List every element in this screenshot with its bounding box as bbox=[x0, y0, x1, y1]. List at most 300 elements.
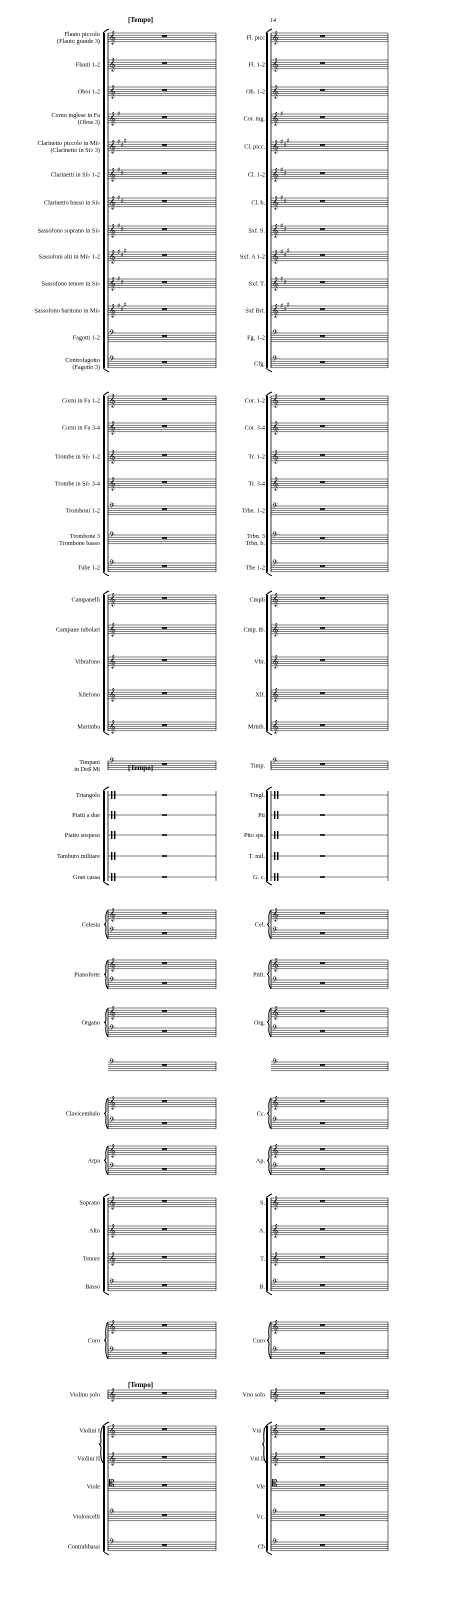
bracket-hook bbox=[103, 1291, 109, 1295]
staff-label bbox=[249, 853, 266, 860]
sharp-icon: ♯ bbox=[120, 169, 124, 178]
staff-label bbox=[77, 723, 100, 730]
staff-label-line: Flauti 1-2 bbox=[75, 61, 100, 69]
percussion-clef-icon bbox=[274, 831, 275, 839]
treble-clef-icon: 𝄞 bbox=[272, 1422, 279, 1437]
treble-clef-icon: 𝄞 bbox=[272, 1194, 279, 1209]
whole-rest-icon bbox=[320, 627, 325, 629]
whole-rest-icon bbox=[162, 962, 167, 964]
whole-rest-icon bbox=[162, 1352, 167, 1354]
sharp-icon: ♯ bbox=[283, 197, 287, 206]
brace-icon bbox=[104, 960, 108, 989]
whole-rest-icon bbox=[162, 62, 167, 64]
staff-label-line: Violoncelli bbox=[72, 1513, 100, 1521]
tempo-marking: [Tempo] bbox=[128, 1381, 154, 1389]
bass-clef-icon: 𝄢 bbox=[109, 1507, 115, 1519]
treble-clef-icon: 𝄞 bbox=[109, 653, 116, 668]
brace-icon bbox=[267, 1008, 271, 1037]
staff-label-line: Contrabbassi bbox=[67, 1543, 100, 1551]
whole-rest-icon bbox=[320, 1148, 325, 1150]
staff-label-line: Vibrafono bbox=[74, 658, 100, 666]
whole-rest-icon bbox=[320, 361, 325, 363]
whole-rest-icon bbox=[320, 89, 325, 91]
staff-label bbox=[259, 1283, 265, 1290]
staff-label bbox=[244, 115, 266, 122]
staff-label-line: Tr. 1-2 bbox=[248, 453, 265, 461]
whole-rest-icon bbox=[320, 1456, 325, 1458]
staff-label-line: Timpani bbox=[79, 758, 100, 766]
staff-label bbox=[244, 832, 265, 839]
treble-clef-icon: 𝄞 bbox=[109, 248, 116, 263]
whole-rest-icon bbox=[320, 35, 325, 37]
percussion-clef-icon bbox=[114, 811, 115, 819]
sharp-icon: ♯ bbox=[117, 194, 121, 203]
staff-label-line: (Flauto grande 3) bbox=[57, 37, 100, 45]
whole-rest-icon bbox=[320, 692, 325, 694]
staff-label bbox=[251, 199, 265, 206]
treble-clef-icon: 𝄞 bbox=[272, 1142, 279, 1157]
staff-label bbox=[252, 1427, 265, 1434]
bass-clef-icon: 𝄢 bbox=[272, 354, 278, 366]
staff-label bbox=[75, 658, 100, 665]
staff-label-line: Cc. bbox=[256, 1110, 265, 1118]
staff-label bbox=[248, 61, 265, 68]
sharp-icon: ♯ bbox=[286, 301, 290, 310]
bass-clef-icon: 𝄢 bbox=[272, 1115, 278, 1127]
treble-clef-icon: 𝄞 bbox=[109, 110, 116, 125]
treble-clef-icon: 𝄞 bbox=[272, 222, 279, 237]
measure-number: 14 bbox=[270, 18, 276, 24]
staff-label-line: Cor. 3-4 bbox=[244, 424, 265, 432]
percussion-clef-icon bbox=[114, 852, 115, 860]
alto-clef-icon: 𝄡 bbox=[109, 1478, 115, 1490]
staff-label-line: Piatti a due bbox=[72, 812, 100, 819]
bass-clef-icon: 𝄢 bbox=[109, 1161, 115, 1173]
staff-label bbox=[248, 480, 265, 487]
staff-label bbox=[242, 507, 265, 514]
left-score-column bbox=[34, 29, 216, 1555]
staff-label-line: Tenore bbox=[82, 1255, 100, 1263]
whole-rest-icon bbox=[162, 1544, 167, 1546]
staff-label-line: Fl. 1-2 bbox=[248, 61, 265, 69]
group-bracket bbox=[103, 33, 105, 368]
sharp-icon: ♯ bbox=[283, 169, 287, 178]
treble-clef-icon: 𝄞 bbox=[109, 138, 116, 153]
whole-rest-icon bbox=[162, 1168, 167, 1170]
treble-clef-icon: 𝄞 bbox=[272, 302, 279, 317]
staff-label bbox=[248, 453, 265, 460]
treble-clef-icon: 𝄞 bbox=[272, 448, 279, 463]
staff-label bbox=[258, 812, 265, 819]
whole-rest-icon bbox=[320, 1100, 325, 1102]
staff-label-line: Trngl. bbox=[249, 792, 265, 799]
staff-label-line: Vno solo bbox=[242, 1391, 265, 1399]
whole-rest-icon bbox=[162, 597, 167, 599]
sharp-icon: ♯ bbox=[117, 275, 121, 284]
sharp-icon: ♯ bbox=[280, 138, 284, 147]
staff-label-line: Fl. picc bbox=[246, 34, 265, 42]
staff-label-line: Sxf Brt. bbox=[245, 307, 265, 315]
treble-clef-icon: 𝄞 bbox=[109, 591, 116, 606]
whole-rest-icon bbox=[162, 1514, 167, 1516]
staff-label bbox=[246, 564, 265, 571]
staff-label-line: Trbn. 3 bbox=[247, 532, 265, 540]
bass-clef-icon: 𝄢 bbox=[272, 1277, 278, 1289]
whole-rest-icon bbox=[162, 89, 167, 91]
whole-rest-icon bbox=[162, 398, 167, 400]
whole-rest-icon bbox=[320, 425, 325, 427]
staff-label bbox=[250, 1455, 265, 1462]
bass-clef-icon: 𝄢 bbox=[109, 1345, 115, 1357]
bracket-hook bbox=[266, 1551, 272, 1555]
whole-rest-icon bbox=[320, 537, 325, 539]
bass-clef-icon: 𝄢 bbox=[272, 925, 278, 937]
staff-label-line: S. bbox=[260, 1199, 265, 1207]
staff-label-line: T. mil. bbox=[248, 853, 265, 860]
staff-label-line: Sassofono tenore in Si♭ bbox=[41, 280, 100, 288]
treble-clef-icon: 𝄞 bbox=[272, 1004, 279, 1019]
percussion-clef-icon bbox=[274, 811, 275, 819]
staff-label-line: A. bbox=[258, 1227, 265, 1235]
staff-label bbox=[73, 874, 100, 881]
staff-label-line: in Do♯ Mi bbox=[74, 765, 100, 773]
staff-label bbox=[73, 1513, 101, 1520]
staff-label bbox=[256, 1483, 265, 1490]
whole-rest-icon bbox=[320, 335, 325, 337]
staff-label bbox=[245, 397, 265, 404]
whole-rest-icon bbox=[320, 659, 325, 661]
staff-label-line: (Oboe 3) bbox=[77, 118, 100, 126]
whole-rest-icon bbox=[162, 481, 167, 483]
whole-rest-icon bbox=[162, 794, 167, 796]
staff-label bbox=[85, 1283, 100, 1290]
treble-clef-icon: 𝄞 bbox=[109, 419, 116, 434]
whole-rest-icon bbox=[162, 565, 167, 567]
staff-label-line: Soprano bbox=[79, 1199, 100, 1207]
percussion-clef-icon bbox=[111, 791, 112, 799]
percussion-clef-icon bbox=[277, 791, 278, 799]
staff-label-line: Vni I bbox=[252, 1427, 265, 1435]
brace-icon bbox=[267, 1146, 271, 1175]
whole-rest-icon bbox=[320, 565, 325, 567]
whole-rest-icon bbox=[162, 228, 167, 230]
bass-clef-icon: 𝄢 bbox=[272, 756, 278, 768]
staff-label-line: Ptto sps. bbox=[244, 832, 265, 839]
brace-icon bbox=[267, 910, 271, 939]
brace-icon bbox=[104, 1098, 108, 1129]
staff-label-line: Pti bbox=[258, 812, 265, 819]
staff-label-line: Cl. b. bbox=[251, 199, 265, 207]
staff-label-line: Marimba bbox=[77, 723, 100, 731]
treble-clef-icon: 𝄞 bbox=[109, 392, 116, 407]
whole-rest-icon bbox=[320, 116, 325, 118]
staff-label-line: Violino solo bbox=[69, 1391, 100, 1399]
percussion-clef-icon bbox=[111, 811, 112, 819]
staff-label bbox=[78, 564, 100, 571]
whole-rest-icon bbox=[162, 254, 167, 256]
staff-label-line: Cb bbox=[257, 1543, 265, 1551]
staff-label bbox=[34, 307, 100, 314]
staff-label-line: Viole bbox=[86, 1483, 100, 1491]
whole-rest-icon bbox=[320, 508, 325, 510]
treble-clef-icon: 𝄞 bbox=[109, 1004, 116, 1019]
bass-clef-icon: 𝄢 bbox=[109, 1057, 115, 1069]
staff-label-line: Cel. bbox=[254, 921, 265, 929]
whole-rest-icon bbox=[320, 855, 325, 857]
bracket-hook bbox=[266, 1291, 272, 1295]
staff-label bbox=[249, 280, 266, 287]
whole-rest-icon bbox=[162, 1484, 167, 1486]
staff-label-line: (Fagotto 3) bbox=[72, 363, 100, 371]
staff-label-line: Sxf. S. bbox=[248, 227, 265, 235]
staff-label bbox=[245, 307, 265, 314]
treble-clef-icon: 𝄞 bbox=[272, 591, 279, 606]
bracket-hook bbox=[266, 368, 272, 372]
sharp-icon: ♯ bbox=[283, 141, 287, 150]
staff-label bbox=[62, 424, 100, 431]
brace-icon bbox=[267, 1098, 271, 1129]
staff-label-line: Mrmb. bbox=[247, 723, 265, 731]
staff-label bbox=[245, 424, 265, 431]
staff-label bbox=[51, 171, 100, 178]
staff-label-line: Vc. bbox=[256, 1513, 265, 1521]
treble-clef-icon: 𝄞 bbox=[109, 1250, 116, 1265]
staff-label bbox=[65, 832, 100, 839]
staff-label-line: Trombone 3 bbox=[69, 532, 100, 540]
staff-label-line: Trombe in Si♭ 3-4 bbox=[54, 480, 100, 488]
staff-label bbox=[244, 626, 266, 633]
brace-icon bbox=[104, 1008, 108, 1037]
whole-rest-icon bbox=[162, 1064, 167, 1066]
whole-rest-icon bbox=[162, 1148, 167, 1150]
sharp-icon: ♯ bbox=[120, 197, 124, 206]
staff-label-line: Ap. bbox=[255, 1157, 265, 1165]
whole-rest-icon bbox=[162, 1100, 167, 1102]
whole-rest-icon bbox=[162, 1122, 167, 1124]
staff-label-line: Vbr. bbox=[254, 658, 265, 666]
whole-rest-icon bbox=[162, 361, 167, 363]
whole-rest-icon bbox=[320, 876, 325, 878]
staff-label bbox=[79, 1427, 100, 1434]
whole-rest-icon bbox=[162, 144, 167, 146]
staff-label-line: Alto bbox=[88, 1227, 100, 1235]
whole-rest-icon bbox=[320, 932, 325, 934]
whole-rest-icon bbox=[320, 1484, 325, 1486]
brace-icon bbox=[104, 910, 108, 939]
whole-rest-icon bbox=[162, 1392, 167, 1394]
staff-label-line: T. bbox=[260, 1255, 265, 1263]
staff-label bbox=[248, 723, 265, 730]
bracket-hook bbox=[266, 572, 272, 576]
treble-clef-icon: 𝄞 bbox=[109, 686, 116, 701]
right-score-column bbox=[240, 29, 388, 1555]
staff-label bbox=[37, 227, 100, 234]
staff-label bbox=[246, 34, 265, 41]
staff-label-line: Clavicembalo bbox=[65, 1110, 100, 1118]
whole-rest-icon bbox=[320, 308, 325, 310]
bass-clef-icon: 𝄢 bbox=[272, 558, 278, 570]
staff-label-line: Basso bbox=[85, 1283, 100, 1291]
sharp-icon: ♯ bbox=[286, 137, 290, 146]
staff-label-line: Flauto piccolo bbox=[64, 30, 100, 38]
bass-clef-icon: 𝄢 bbox=[109, 1537, 115, 1549]
staff-label-line: Pianoforte bbox=[74, 971, 100, 979]
bass-clef-icon: 𝄢 bbox=[272, 1507, 278, 1519]
whole-rest-icon bbox=[162, 1284, 167, 1286]
staff-label-line: Violini I bbox=[79, 1427, 100, 1435]
whole-rest-icon bbox=[162, 1324, 167, 1326]
staff-label bbox=[66, 1110, 100, 1117]
staff-label bbox=[68, 1543, 101, 1550]
group-bracket bbox=[266, 1198, 268, 1291]
staff-label bbox=[73, 334, 100, 341]
whole-rest-icon bbox=[320, 228, 325, 230]
treble-clef-icon: 𝄞 bbox=[109, 29, 116, 44]
percussion-clef-icon bbox=[111, 831, 112, 839]
whole-rest-icon bbox=[320, 1324, 325, 1326]
alto-clef-icon: 𝄡 bbox=[272, 1478, 278, 1490]
whole-rest-icon bbox=[320, 481, 325, 483]
group-bracket bbox=[103, 595, 105, 731]
group-bracket bbox=[103, 1426, 105, 1551]
whole-rest-icon bbox=[162, 1200, 167, 1202]
treble-clef-icon: 𝄞 bbox=[109, 956, 116, 971]
staff-label-line: Tromboni 1-2 bbox=[65, 507, 100, 515]
percussion-clef-icon bbox=[274, 852, 275, 860]
group-bracket bbox=[266, 33, 268, 368]
staff-label-line: Sxf. A 1-2 bbox=[239, 253, 265, 261]
staff-label bbox=[260, 1255, 265, 1262]
whole-rest-icon bbox=[320, 1392, 325, 1394]
sharp-icon: ♯ bbox=[286, 247, 290, 256]
sharp-icon: ♯ bbox=[280, 166, 284, 175]
staff-label-line: G. c. bbox=[253, 874, 265, 881]
treble-clef-icon: 𝄞 bbox=[109, 1422, 116, 1437]
staff-label-line: Clarinetto piccolo in Mi♭ bbox=[37, 139, 100, 147]
bass-clef-icon: 𝄢 bbox=[272, 530, 278, 542]
staff-label bbox=[245, 533, 265, 547]
sharp-icon: ♯ bbox=[280, 248, 284, 257]
treble-clef-icon: 𝄞 bbox=[272, 1386, 279, 1401]
treble-clef-icon: 𝄞 bbox=[272, 475, 279, 490]
staff-label-line: Timp. bbox=[250, 762, 265, 770]
sharp-icon: ♯ bbox=[280, 302, 284, 311]
staff-label-line: Campanelli bbox=[71, 596, 100, 604]
staff-label bbox=[258, 1543, 265, 1550]
bass-clef-icon: 𝄢 bbox=[109, 925, 115, 937]
bracket-hook bbox=[103, 368, 109, 372]
staff-label bbox=[83, 1255, 100, 1262]
whole-rest-icon bbox=[162, 692, 167, 694]
sharp-icon: ♯ bbox=[117, 248, 121, 257]
bass-clef-icon: 𝄢 bbox=[272, 975, 278, 987]
whole-rest-icon bbox=[320, 1064, 325, 1066]
treble-clef-icon: 𝄞 bbox=[272, 110, 279, 125]
staff-label-line: Vni II bbox=[250, 1455, 265, 1463]
staff-label-line: Coro bbox=[87, 1337, 100, 1345]
group-bracket bbox=[266, 595, 268, 731]
bracket-hook bbox=[103, 881, 109, 885]
sharp-icon: ♯ bbox=[120, 225, 124, 234]
sharp-icon: ♯ bbox=[123, 137, 127, 146]
staff-label bbox=[51, 112, 100, 126]
whole-rest-icon bbox=[320, 597, 325, 599]
staff-label bbox=[76, 792, 100, 799]
staff-label bbox=[56, 626, 100, 633]
whole-rest-icon bbox=[162, 1228, 167, 1230]
sharp-icon: ♯ bbox=[280, 110, 284, 119]
treble-clef-icon: 𝄞 bbox=[272, 419, 279, 434]
whole-rest-icon bbox=[162, 1428, 167, 1430]
staff-label bbox=[82, 921, 100, 928]
staff-label-line: Cfg. bbox=[254, 360, 265, 368]
bass-clef-icon: 𝄢 bbox=[272, 1023, 278, 1035]
staff-label bbox=[256, 1513, 265, 1520]
treble-clef-icon: 𝄞 bbox=[272, 1222, 279, 1237]
treble-clef-icon: 𝄞 bbox=[272, 56, 279, 71]
whole-rest-icon bbox=[162, 172, 167, 174]
staff-label bbox=[240, 253, 265, 260]
treble-clef-icon: 𝄞 bbox=[109, 56, 116, 71]
treble-clef-icon: 𝄞 bbox=[109, 1450, 116, 1465]
staff-label bbox=[250, 596, 266, 603]
staff-label bbox=[253, 874, 265, 881]
brace-icon bbox=[267, 960, 271, 989]
staff-label-line: Ob. 1-2 bbox=[246, 88, 265, 96]
bass-clef-icon: 𝄢 bbox=[109, 501, 115, 513]
treble-clef-icon: 𝄞 bbox=[109, 166, 116, 181]
staff-label bbox=[55, 480, 100, 487]
treble-clef-icon: 𝄞 bbox=[109, 1142, 116, 1157]
whole-rest-icon bbox=[320, 724, 325, 726]
staff-label-line: Corno inglese in Fa bbox=[51, 111, 100, 119]
staff-label bbox=[57, 853, 100, 860]
group-bracket bbox=[266, 1426, 268, 1551]
percussion-clef-icon bbox=[114, 831, 115, 839]
treble-clef-icon: 𝄞 bbox=[272, 1250, 279, 1265]
staff-label bbox=[250, 792, 266, 799]
staff-label bbox=[88, 1337, 100, 1344]
sharp-icon: ♯ bbox=[120, 278, 124, 287]
bass-clef-icon: 𝄢 bbox=[109, 1115, 115, 1127]
staff-label bbox=[242, 1391, 265, 1398]
treble-clef-icon: 𝄞 bbox=[272, 29, 279, 44]
staff-label-line: Arpa bbox=[87, 1157, 100, 1165]
treble-clef-icon: 𝄞 bbox=[272, 686, 279, 701]
treble-clef-icon: 𝄞 bbox=[109, 1318, 116, 1333]
treble-clef-icon: 𝄞 bbox=[109, 448, 116, 463]
sharp-icon: ♯ bbox=[283, 225, 287, 234]
whole-rest-icon bbox=[162, 35, 167, 37]
staff-label bbox=[37, 140, 100, 154]
whole-rest-icon bbox=[162, 932, 167, 934]
staff-label-line: Trombone basso bbox=[59, 539, 100, 547]
percussion-clef-icon bbox=[111, 873, 112, 881]
whole-rest-icon bbox=[162, 537, 167, 539]
staff-label-line: Trbn. 1-2 bbox=[241, 507, 265, 515]
whole-rest-icon bbox=[320, 1200, 325, 1202]
staff-label-line: Campane tubolari bbox=[55, 626, 100, 634]
whole-rest-icon bbox=[162, 659, 167, 661]
whole-rest-icon bbox=[162, 1256, 167, 1258]
staff-label bbox=[247, 334, 265, 341]
group-bracket bbox=[266, 791, 268, 881]
whole-rest-icon bbox=[320, 200, 325, 202]
staff-label bbox=[254, 360, 265, 367]
treble-clef-icon: 𝄞 bbox=[109, 194, 116, 209]
staff-label-line: Fagotti 1-2 bbox=[72, 334, 100, 342]
staff-label-line: Coro bbox=[252, 1337, 265, 1345]
